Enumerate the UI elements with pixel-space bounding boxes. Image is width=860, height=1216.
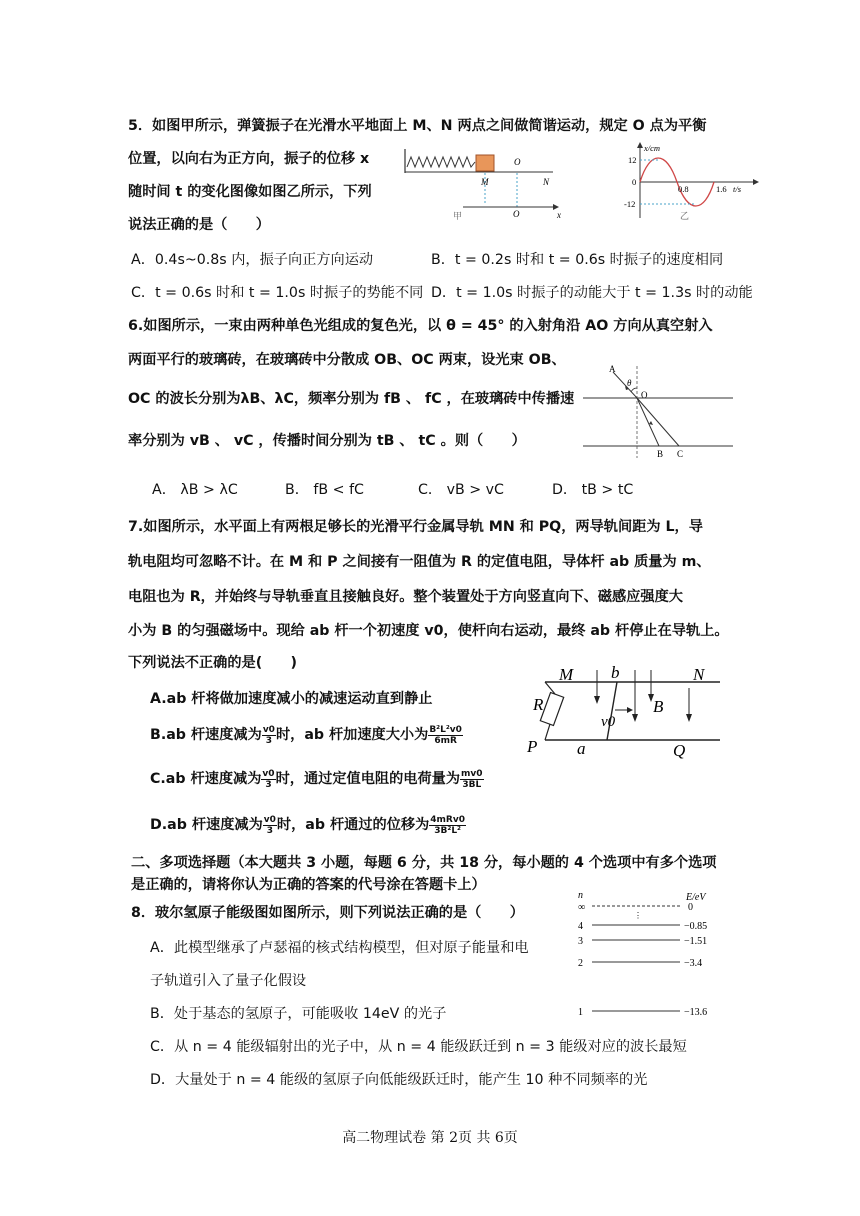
energy-level-E: −13.6 (684, 1007, 708, 1018)
q7-option-d (150, 814, 466, 836)
q7-option-b (150, 724, 463, 746)
q7-option-b-mid: 时，ab 杆加速度大小为 (275, 727, 429, 743)
jia-O-label: O (514, 157, 521, 167)
q8-option-d: D．大量处于 n = 4 能级的氢原子向低能级跃迁时，能产生 10 种不同频率的光 (150, 1072, 648, 1088)
q5-line3: 随时间 t 的变化图像如图乙所示，下列 (128, 184, 372, 200)
q8-option-b: B．处于基态的氢原子，可能吸收 14eV 的光子 (150, 1006, 447, 1022)
energy-level-n: 1 (578, 1007, 583, 1018)
q6-option-b: B． fB < fC (285, 482, 364, 498)
q7-option-d-pre: D.ab 杆速度减为 (150, 817, 263, 833)
q7-option-c-v0-fraction (261, 769, 275, 790)
energy-level-n: 3 (578, 936, 583, 947)
q7-line1: 7.如图所示，水平面上有两根足够长的光滑平行金属导轨 MN 和 PQ，两导轨间距为 L，导 (128, 519, 703, 535)
q8-option-a-line2: 子轨道引入了量子化假设 (150, 973, 307, 989)
q7-line3: 电阻也为 R，并始终与导轨垂直且接触良好。整个装置处于方向竖直向下、磁感应强度大 (128, 589, 683, 605)
frac-num: mv0 (461, 768, 483, 779)
q5-line1: 5．如图甲所示，弹簧振子在光滑水平地面上 M、N 两点之间做简谐运动，规定 O 点为平衡 (128, 118, 707, 134)
q6-option-d: D． tB > tC (552, 482, 634, 498)
energy-level-n: 2 (578, 958, 583, 969)
frac-num: v0 (263, 814, 276, 825)
rails-v0-label: v0 (601, 714, 616, 730)
q6-option-c: C． vB > vC (418, 482, 504, 498)
energy-level-E: −0.85 (684, 921, 708, 932)
jia-M-label: M (481, 177, 489, 187)
section2-line2: 是正确的，请将你认为正确的答案的代号涂在答题卡上） (131, 877, 486, 893)
energy-level-E: −3.4 (684, 958, 703, 969)
yi-caption: 乙 (680, 211, 690, 221)
frac-den: 6mR (434, 735, 457, 746)
frac-num: v0 (262, 724, 275, 735)
q7-option-c-mid: 时，通过定值电阻的电荷量为 (275, 771, 461, 787)
q7-option-b-pre: B.ab 杆速度减为 (150, 727, 262, 743)
q7-option-c (150, 768, 484, 790)
refr-C-label: C (677, 449, 684, 459)
frac-num: 4mRv0 (430, 814, 465, 825)
q7-option-d-v0-fraction (263, 815, 277, 836)
q8-option-c: C．从 n = 4 能级辐射出的光子中，从 n = 4 能级跃迁到 n = 3 能级对应的波长最短 (150, 1039, 687, 1055)
rails-R-label: R (533, 695, 544, 714)
energy-E-header: E/eV (686, 892, 706, 903)
energy-level-n: 4 (578, 921, 583, 932)
yi-x-end: 1.6 (716, 184, 727, 194)
rails-B-label: B (653, 697, 664, 716)
q6-line3: OC 的波长分别为λB、λC，频率分别为 fB 、 fC ，在玻璃砖中传播速 (128, 391, 575, 407)
q8-figure-energy-levels (572, 888, 742, 1023)
q7-figure-rails (525, 662, 725, 762)
q5-option-a: A．0.4s~0.8s 内，振子向正方向运动 (131, 252, 374, 268)
rails-b-label: b (611, 663, 620, 682)
q7-line5: 下列说法不正确的是( ) (128, 655, 298, 671)
frac-den: 3BL (462, 779, 482, 790)
frac-den: 3 (265, 735, 273, 746)
refr-B-label: B (657, 449, 664, 459)
frac-num: B²L²v0 (429, 724, 462, 735)
refr-theta-label: θ (627, 378, 632, 388)
q7-option-b-v0-fraction (262, 725, 276, 746)
jia-O2-label: O (513, 209, 520, 219)
q6-line1: 6.如图所示，一束由两种单色光组成的复色光，以 θ = 45° 的入射角沿 AO 方向从真空射入 (128, 318, 713, 334)
yi-y-top: 12 (628, 155, 637, 165)
q6-option-a: A． λB > λC (152, 482, 238, 498)
q8-option-a-line1: A．此模型继承了卢瑟福的核式结构模型，但对原子能量和电 (150, 940, 529, 956)
q8-line1: 8．玻尔氢原子能级图如图所示，则下列说法正确的是（ ） (131, 905, 524, 921)
q7-option-c-answer-fraction (460, 769, 484, 790)
q5-option-d: D．t = 1.0s 时振子的动能大于 t = 1.3s 时的动能 (431, 285, 753, 301)
yi-y-bottom: -12 (624, 199, 636, 209)
rails-Q-label: Q (673, 741, 686, 760)
yi-x-mid: 0.8 (678, 184, 689, 194)
q7-option-c-pre: C.ab 杆速度减为 (150, 771, 262, 787)
yi-y-zero: 0 (632, 177, 637, 187)
rails-P-label: P (527, 737, 538, 756)
yi-ylabel: x/cm (644, 143, 661, 153)
q5-option-c: C．t = 0.6s 时和 t = 1.0s 时振子的势能不同 (131, 285, 424, 301)
refr-O-label: O (641, 390, 648, 400)
q7-option-a: A.ab 杆将做加速度减小的减速运动直到静止 (150, 691, 433, 707)
q6-line2: 两面平行的玻璃砖，在玻璃砖中分散成 OB、OC 两束，设光束 OB、 (128, 352, 566, 368)
frac-den: 3 (266, 825, 273, 836)
section2-line1: 二、多项选择题（本大题共 3 小题，每题 6 分，共 18 分，每小题的 4 个选项中有多个选项 (131, 855, 717, 871)
frac-den: 3B²L² (434, 825, 461, 836)
energy-dots: ⋮ (634, 911, 642, 920)
q5-line2: 位置，以向右为正方向，振子的位移 x (128, 151, 370, 167)
q5-line4: 说法正确的是（ ） (128, 217, 270, 233)
q7-option-d-mid: 时，ab 杆通过的位移为 (276, 817, 430, 833)
q7-option-d-answer-fraction (429, 815, 466, 836)
rails-N-label: N (693, 665, 705, 684)
energy-level-n: ∞ (578, 902, 586, 913)
page-footer: 高二物理试卷 第 2页 共 6页 (342, 1130, 518, 1146)
q5-figure-yi (620, 142, 770, 222)
frac-num: v0 (262, 768, 275, 779)
energy-n-header: n (578, 890, 583, 901)
q7-line2: 轨电阻均可忽略不计。在 M 和 P 之间接有一阻值为 R 的定值电阻，导体杆 ab 质量为 m、 (128, 554, 711, 570)
q5-option-b: B．t = 0.2s 时和 t = 0.6s 时振子的速度相同 (431, 252, 724, 268)
q6-figure-refraction (583, 362, 738, 462)
q7-option-b-answer-fraction (428, 725, 463, 746)
jia-caption: 甲 (453, 211, 463, 221)
jia-x-label: x (557, 210, 561, 220)
frac-den: 3 (265, 779, 272, 790)
rails-M-label: M (559, 665, 574, 684)
energy-level-E: 0 (688, 902, 693, 913)
q5-figure-jia (403, 145, 573, 220)
rails-a-label: a (577, 739, 586, 758)
yi-x-unit: t/s (733, 184, 742, 194)
jia-N-label: N (543, 177, 550, 187)
q6-line4: 率分别为 vB 、 vC ，传播时间分别为 tB 、 tC 。则（ ） (128, 433, 526, 449)
refr-A-label: A (609, 364, 616, 374)
q7-line4: 小为 B 的匀强磁场中。现给 ab 杆一个初速度 v0，使杆向右运动，最终 ab 杆停止在导轨上。 (128, 623, 729, 639)
energy-level-E: −1.51 (684, 936, 708, 947)
